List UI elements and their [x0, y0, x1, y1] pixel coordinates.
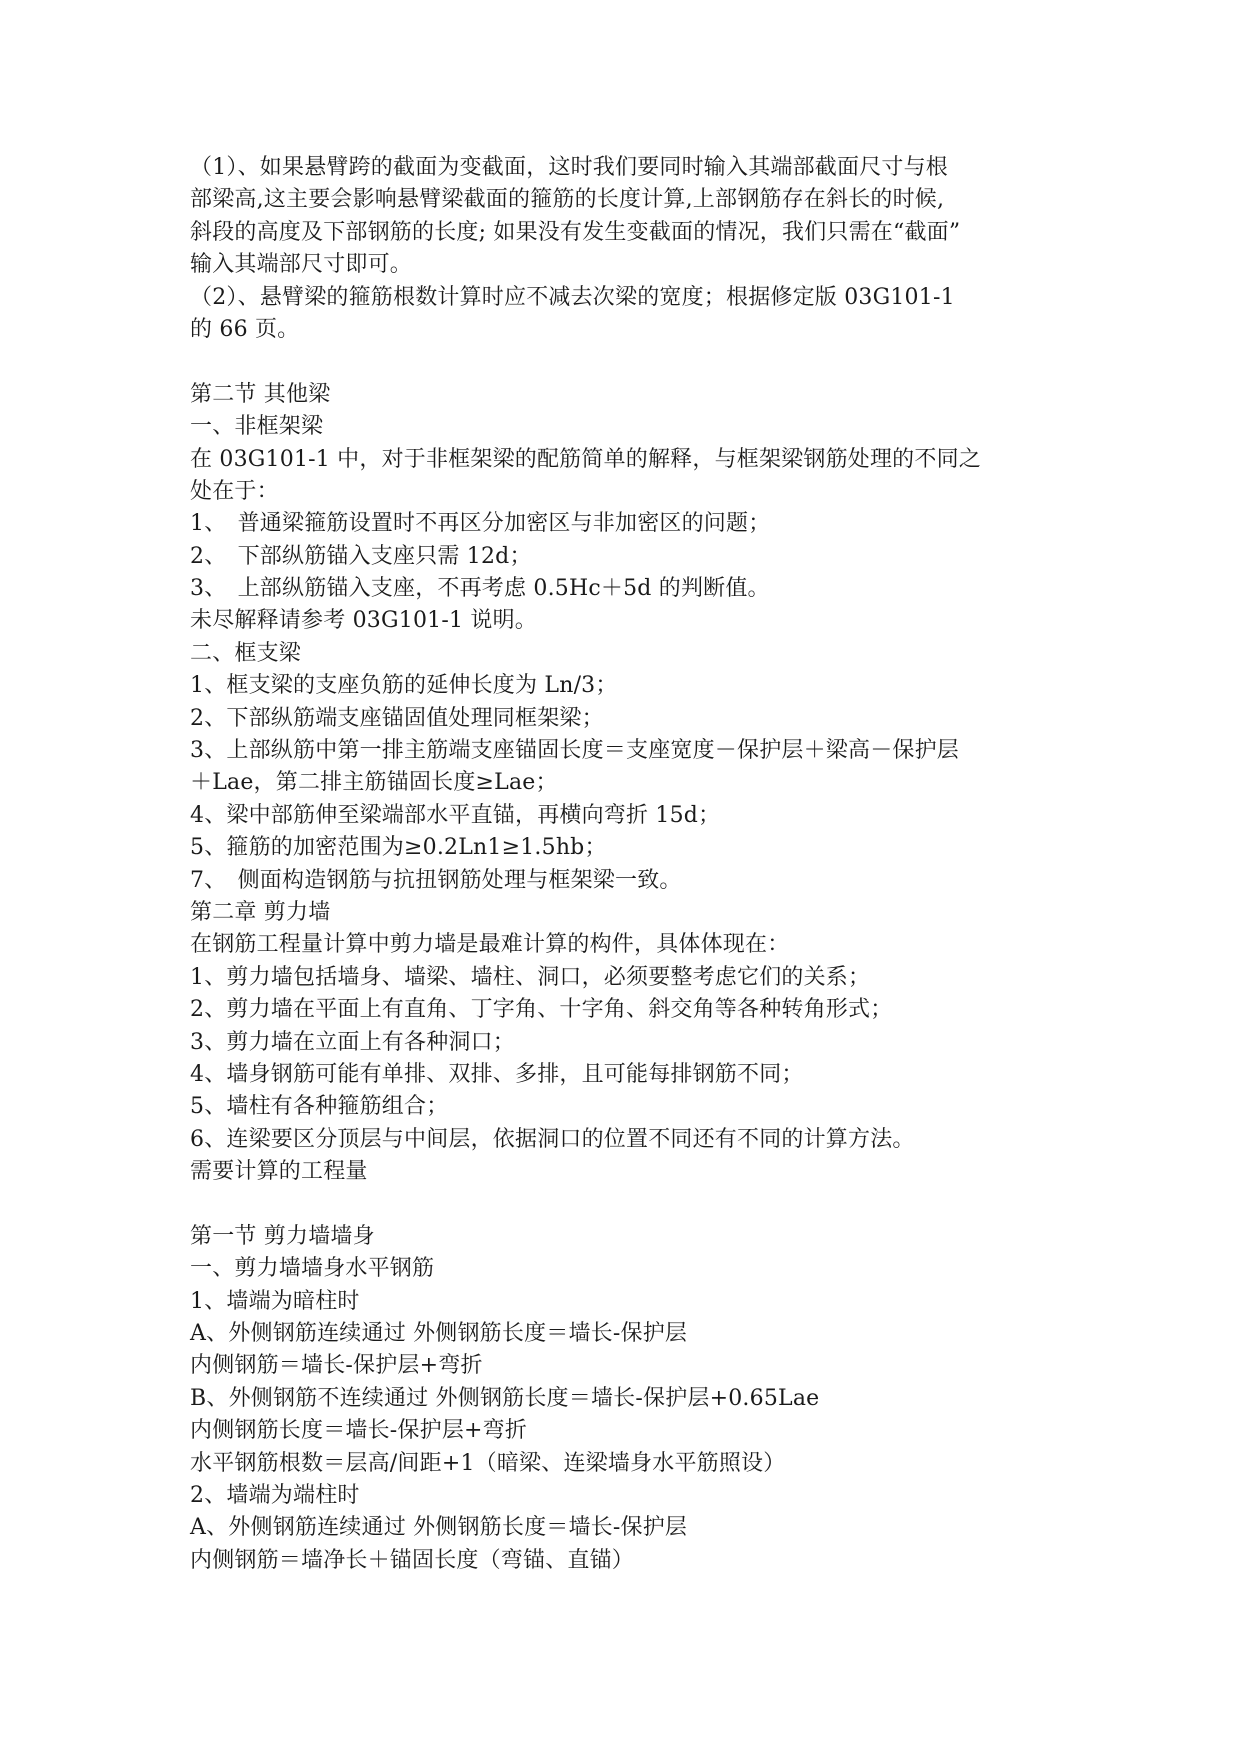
list-item: 1、 普通梁箍筋设置时不再区分加密区与非加密区的问题； — [190, 511, 771, 537]
list-item: 3、上部纵筋中第一排主筋端支座锚固长度＝支座宽度－保护层＋梁高－保护层 — [190, 738, 959, 764]
list-item: 2、墙端为端柱时 — [190, 1483, 360, 1509]
blank-line — [190, 346, 1060, 378]
text-line: B、外侧钢筋不连续通过 外侧钢筋长度＝墙长-保护层+0.65Lae — [190, 1385, 820, 1411]
text-line: A、外侧钢筋连续通过 外侧钢筋长度＝墙长-保护层 — [190, 1515, 688, 1541]
text-line: 在钢筋工程量计算中剪力墙是最难计算的构件，具体体现在： — [190, 932, 790, 958]
text-line: ＋Lae，第二排主筋锚固长度≥Lae； — [190, 770, 558, 796]
text-line: 输入其端部尺寸即可。 — [190, 252, 413, 278]
section-heading: 第二节 其他梁 — [190, 381, 331, 407]
list-item: 2、下部纵筋端支座锚固值处理同框架梁； — [190, 705, 604, 731]
list-item: 2、 下部纵筋锚入支座只需 12d； — [190, 543, 532, 569]
list-item: 5、箍筋的加密范围为≥0.2Ln1≥1.5hb； — [190, 835, 607, 861]
text-line: 内侧钢筋长度＝墙长-保护层+弯折 — [190, 1418, 528, 1444]
list-item: 2、剪力墙在平面上有直角、丁字角、十字角、斜交角等各种转角形式； — [190, 997, 893, 1023]
text-line: 需要计算的工程量 — [190, 1159, 368, 1185]
list-item: 5、墙柱有各种箍筋组合； — [190, 1094, 449, 1120]
list-item: 7、 侧面构造钢筋与抗扭钢筋处理与框架梁一致。 — [190, 867, 682, 893]
chapter-heading: 第二章 剪力墙 — [190, 899, 331, 925]
text-line: 在 03G101-1 中，对于非框架梁的配筋简单的解释，与框架梁钢筋处理的不同之 — [190, 446, 981, 472]
list-item: 4、墙身钢筋可能有单排、双排、多排，且可能每排钢筋不同； — [190, 1061, 804, 1087]
text-line: A、外侧钢筋连续通过 外侧钢筋长度＝墙长-保护层 — [190, 1321, 688, 1347]
subsection-heading: 一、非框架梁 — [190, 414, 324, 440]
list-item: 6、连梁要区分顶层与中间层，依据洞口的位置不同还有不同的计算方法。 — [190, 1126, 915, 1152]
text-line: 未尽解释请参考 03G101-1 说明。 — [190, 608, 537, 634]
list-item: 3、剪力墙在立面上有各种洞口； — [190, 1029, 515, 1055]
text-line: 的 66 页。 — [190, 316, 300, 342]
text-line: 内侧钢筋＝墙长-保护层+弯折 — [190, 1353, 483, 1379]
text-line: 部梁高,这主要会影响悬臂梁截面的箍筋的长度计算,上部钢筋存在斜长的时候, — [190, 187, 945, 213]
subsection-heading: 二、框支梁 — [190, 640, 302, 666]
text-line: 内侧钢筋＝墙净长＋锚固长度（弯锚、直锚） — [190, 1547, 635, 1573]
list-item: 1、剪力墙包括墙身、墙梁、墙柱、洞口，必须要整考虑它们的关系； — [190, 964, 871, 990]
section-heading: 第一节 剪力墙墙身 — [190, 1223, 375, 1249]
text-line: （2）、悬臂梁的箍筋根数计算时应不减去次梁的宽度；根据修定版 03G101-1 — [190, 284, 955, 310]
list-item: 4、梁中部筋伸至梁端部水平直锚，再横向弯折 15d； — [190, 802, 721, 828]
document-body — [190, 152, 1060, 1577]
list-item: 1、墙端为暗柱时 — [190, 1288, 360, 1314]
text-line: 水平钢筋根数＝层高/间距+1（暗梁、连梁墙身水平筋照设） — [190, 1450, 786, 1476]
list-item: 1、框支梁的支座负筋的延伸长度为 Ln/3； — [190, 673, 618, 699]
list-item: 3、 上部纵筋锚入支座，不再考虑 0.5Hc＋5d 的判断值。 — [190, 576, 770, 602]
text-line: 斜段的高度及下部钢筋的长度; 如果没有发生变截面的情况，我们只需在“截面” — [190, 219, 961, 245]
blank-line — [190, 1189, 1060, 1221]
text-line: （1）、如果悬臂跨的截面为变截面，这时我们要同时输入其端部截面尺寸与根 — [190, 155, 948, 180]
subsection-heading: 一、剪力墙墙身水平钢筋 — [190, 1256, 435, 1282]
text-line: 处在于： — [190, 478, 279, 504]
